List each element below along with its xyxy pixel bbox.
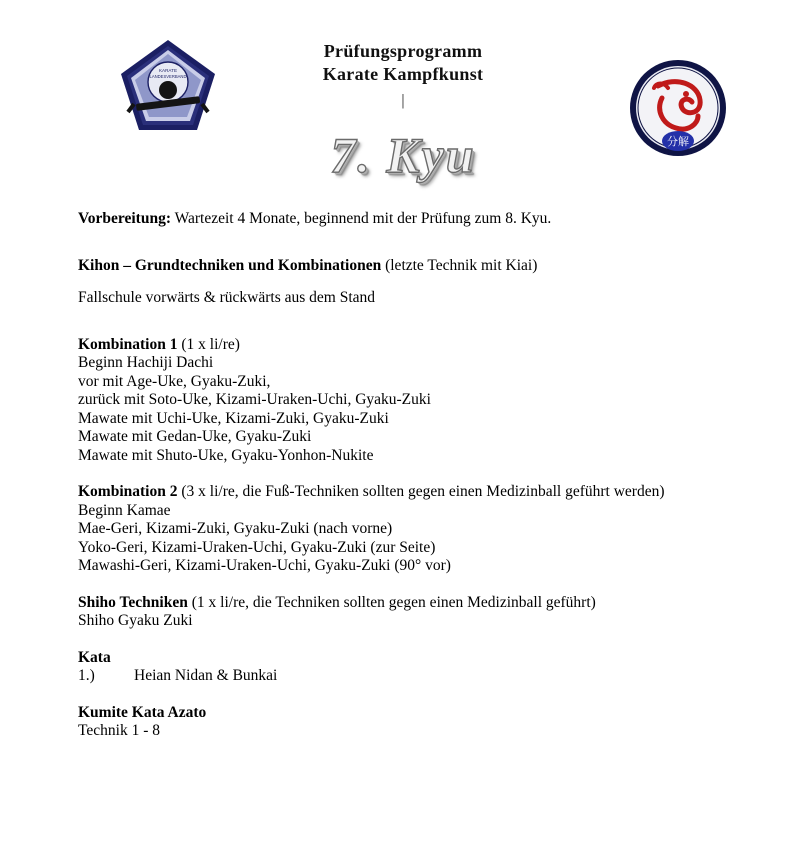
title-line-2: Karate Kampfkunst: [322, 64, 484, 84]
section-line: Fallschule vorwärts & rückwärts aus dem Stand: [78, 289, 376, 306]
section-heading-line: [78, 594, 738, 613]
document-header: [0, 0, 806, 200]
section-kihon: [78, 257, 738, 308]
section-heading: Vorbereitung:: [78, 210, 171, 227]
section-line: vor mit Age-Uke, Gyaku-Zuki,: [78, 372, 271, 390]
section-line: Mae-Geri, Kizami-Zuki, Gyaku-Zuki (nach vorne): [78, 520, 393, 537]
section-heading: Kombination 1: [78, 335, 178, 353]
title-divider-caret: |: [401, 92, 405, 109]
section-kombination-2: [78, 483, 738, 576]
section-line: zurück mit Soto-Uke, Kizami-Uraken-Uchi, Gyaku-Zuki: [78, 391, 431, 408]
title-line-1: Prüfungsprogramm: [323, 41, 483, 61]
bunkai-dragon-emblem: [628, 58, 720, 150]
section-line: Mawate mit Uchi-Uke, Kizami-Zuki, Gyaku-Zuki: [78, 409, 389, 427]
section-heading-inline: Wartezeit 4 Monate, beginnend mit der Prüfung zum 8. Kyu.: [171, 210, 552, 227]
section-heading: Kumite Kata Azato: [78, 703, 207, 721]
section-heading: Shiho Techniken: [78, 593, 188, 611]
section-heading-inline: (1 x li/re): [177, 335, 240, 353]
section-heading-line: [78, 704, 738, 723]
section-line: Beginn Kamae: [78, 501, 171, 519]
section-line: Mawate mit Shuto-Uke, Gyaku-Yonhon-Nukite: [78, 446, 374, 464]
section-heading-line: [78, 336, 738, 355]
document-body: [78, 210, 738, 759]
section-heading: Kihon – Grundtechniken und Kombinationen: [78, 256, 382, 274]
section-vorbereitung: [78, 210, 738, 229]
section-heading-inline: (letzte Technik mit Kiai): [381, 256, 538, 274]
section-heading-line: [78, 483, 738, 502]
section-heading-line: [78, 649, 738, 668]
section-line: Beginn Hachiji Dachi: [78, 354, 214, 371]
section-kata: [78, 649, 738, 686]
section-line: Mawate mit Gedan-Uke, Gyaku-Zuki: [78, 428, 312, 445]
section-kumite-kata-azato: [78, 704, 738, 741]
section-shiho-techniken: [78, 594, 738, 631]
section-line: Shiho Gyaku Zuki: [78, 612, 193, 629]
section-line: Yoko-Geri, Kizami-Uraken-Uchi, Gyaku-Zuki (zur Seite): [78, 538, 436, 556]
kata-list-item: [78, 667, 738, 686]
svg-text:KARATE: KARATE: [158, 68, 178, 73]
section-kombination-1: [78, 336, 738, 466]
section-heading-inline: (1 x li/re, die Techniken sollten gegen einen Medizinball geführt): [187, 593, 596, 611]
svg-text:LANDESVERBAND: LANDESVERBAND: [149, 74, 187, 79]
section-heading-line: [78, 257, 738, 276]
kata-item-text: Heian Nidan & Bunkai: [134, 667, 278, 684]
section-heading-line: [78, 210, 738, 229]
kata-item-number: 1.): [78, 667, 95, 684]
bunkai-kanji: 分解: [667, 135, 689, 148]
section-heading: Kombination 2: [78, 483, 178, 500]
section-heading: Kata: [78, 648, 111, 666]
section-line: Technik 1 - 8: [78, 722, 160, 739]
section-line: Mawashi-Geri, Kizami-Uraken-Uchi, Gyaku-Zuki (90° vor): [78, 557, 451, 574]
section-heading-inline: (3 x li/re, die Fuß-Techniken sollten gegen einen Medizinball geführt werden): [177, 483, 665, 500]
kyu-level-wordart: 7. Kyu: [330, 127, 476, 183]
